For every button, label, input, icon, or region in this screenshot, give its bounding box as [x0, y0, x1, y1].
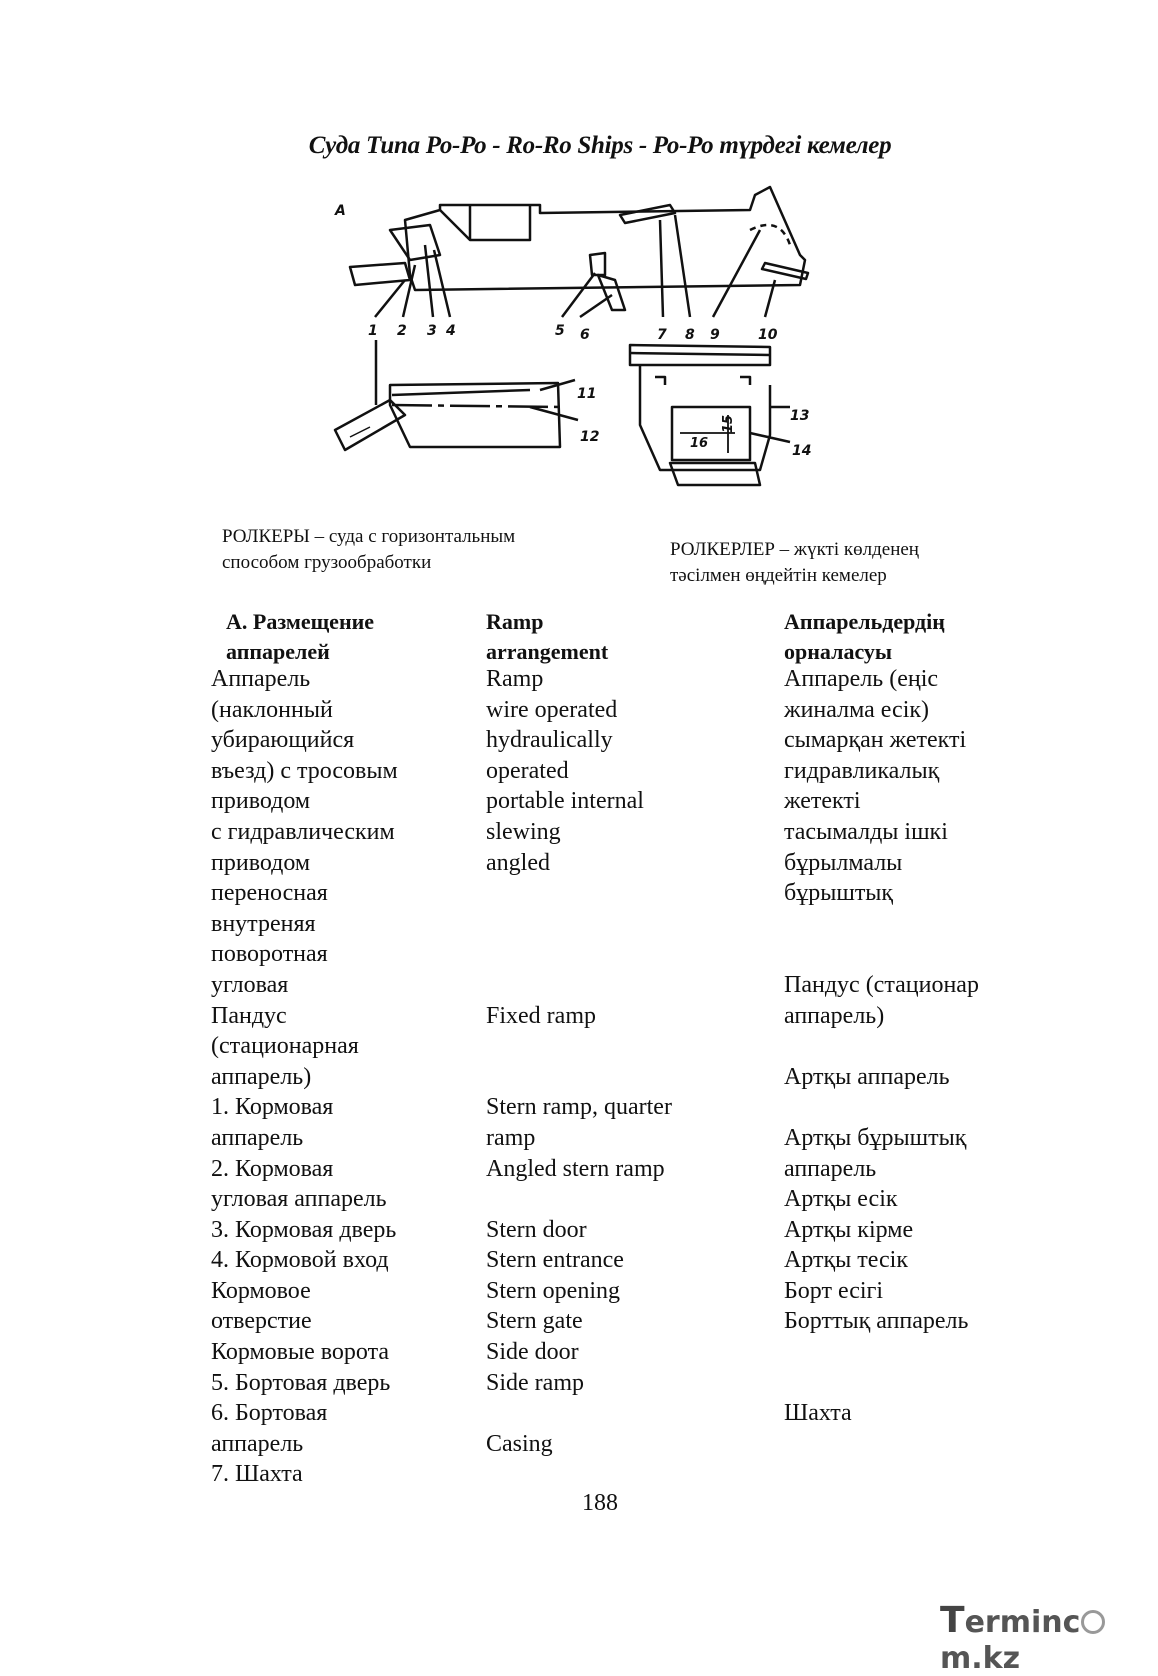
term-line-kk — [784, 1337, 979, 1368]
term-line-en: wire operated — [486, 696, 618, 723]
header-ru-line2: аппарелей — [226, 639, 330, 664]
term-line-en: hydraulically — [486, 727, 613, 754]
term-line-ru: убирающийся — [211, 727, 355, 754]
term-line-kk: тасымалды ішкі — [784, 818, 948, 845]
term-line-en — [486, 878, 672, 909]
watermark-mid: erminc — [964, 1605, 1081, 1640]
header-ru-line1: А. Размещение — [226, 609, 375, 634]
term-line-kk: Пандус (стационар — [784, 971, 979, 998]
term-line-kk: жиналма есік) — [784, 696, 930, 723]
column-english — [486, 664, 672, 1490]
terminkom-watermark — [940, 1600, 1155, 1676]
header-kazakh — [784, 607, 945, 667]
term-line-ru: приводом — [211, 788, 311, 815]
column-russian — [211, 664, 398, 1490]
term-line-ru: въезд) с тросовым — [211, 757, 398, 784]
term-line-kk — [784, 1429, 979, 1460]
term-line-ru: угловая аппарель — [211, 1186, 387, 1213]
term-line-en: Stern opening — [486, 1277, 620, 1304]
term-line-en: angled — [486, 849, 550, 876]
page-number: 188 — [582, 1490, 618, 1516]
caption-ru-line2: способом грузообработки — [222, 552, 432, 573]
term-line-en: Fixed ramp — [486, 1002, 596, 1029]
callout-2: 2 — [397, 323, 407, 339]
term-line-en: operated — [486, 757, 569, 784]
term-line-kk: Артқы тесік — [784, 1247, 909, 1274]
term-line-ru: (наклонный — [211, 696, 333, 723]
term-line-kk: Борттық аппарель — [784, 1308, 969, 1335]
term-line-en — [486, 939, 672, 970]
term-line-ru: Пандус — [211, 1002, 287, 1029]
term-line-en: Side door — [486, 1339, 579, 1366]
term-line-en: slewing — [486, 818, 561, 845]
header-kk-line1: Аппарельдердің — [784, 609, 945, 634]
callout-11: 11 — [577, 386, 597, 402]
header-en-line2: arrangement — [486, 639, 609, 664]
term-line-ru: 5. Бортовая дверь — [211, 1369, 391, 1396]
term-line-en — [486, 970, 672, 1001]
term-line-ru: аппарель — [211, 1124, 304, 1151]
caption-kk-line2: тәсілмен өңдейтін кемелер — [670, 565, 887, 586]
term-line-kk — [784, 1092, 979, 1123]
term-line-en: Casing — [486, 1430, 553, 1457]
term-line-kk — [784, 1459, 979, 1490]
callout-14: 14 — [792, 443, 812, 459]
term-line-en: Side ramp — [486, 1369, 584, 1396]
term-line-kk: бұрылмалы — [784, 849, 903, 876]
term-line-en — [486, 1398, 672, 1429]
term-line-en: Ramp — [486, 666, 544, 692]
callout-16: 16 — [690, 436, 709, 451]
term-line-ru: Кормовые ворота — [211, 1339, 390, 1366]
term-line-kk — [784, 939, 979, 970]
term-line-kk: сымарқан жетекті — [784, 727, 967, 754]
page-title: Суда Типа Ро-Ро - Ro-Ro Ships - Ро-Ро түрдегі кемелер — [308, 132, 892, 159]
term-line-ru: аппарель — [211, 1430, 304, 1457]
term-line-ru: (стационарная — [211, 1033, 359, 1060]
header-en-line1: Ramp — [486, 609, 544, 634]
term-line-ru: с гидравлическим — [211, 818, 395, 845]
caption-kk-line1: РОЛКЕРЛЕР – жүкті көлденең — [670, 539, 919, 560]
term-line-ru: 1. Кормовая — [211, 1094, 334, 1121]
callout-12: 12 — [580, 429, 600, 445]
term-line-kk — [784, 1031, 979, 1062]
term-line-kk: жетекті — [784, 788, 861, 815]
term-line-ru: 7. Шахта — [211, 1461, 303, 1488]
term-line-kk: Артқы есік — [784, 1186, 898, 1213]
term-line-en — [486, 1062, 672, 1093]
watermark-end: m.kz — [940, 1641, 1021, 1676]
callout-3: 3 — [427, 323, 437, 339]
term-line-ru: переносная — [211, 880, 328, 907]
term-line-en: Stern gate — [486, 1308, 583, 1335]
term-line-ru: приводом — [211, 849, 311, 876]
term-line-kk — [784, 909, 979, 940]
callout-13: 13 — [790, 408, 810, 424]
callout-1: 1 — [368, 323, 378, 339]
term-line-en: Stern entrance — [486, 1247, 624, 1274]
callout-4: 4 — [446, 323, 456, 339]
callout-10: 10 — [758, 327, 778, 343]
term-line-en: Angled stern ramp — [486, 1155, 665, 1182]
header-russian — [226, 607, 374, 667]
term-line-en: ramp — [486, 1124, 536, 1151]
callout-15: 15 — [721, 414, 736, 433]
term-line-kk: Артқы аппарель — [784, 1063, 950, 1090]
term-line-ru: отверстие — [211, 1308, 312, 1335]
term-line-kk: Борт есігі — [784, 1277, 884, 1304]
callout-8: 8 — [685, 327, 695, 343]
term-line-ru: Кормовое — [211, 1277, 311, 1304]
term-line-en — [486, 909, 672, 940]
term-line-kk: Артқы кірме — [784, 1216, 914, 1243]
callout-9: 9 — [710, 327, 720, 343]
term-line-kk: аппарель) — [784, 1002, 885, 1029]
term-line-en: Stern ramp, quarter — [486, 1094, 672, 1121]
callout-5: 5 — [555, 323, 565, 339]
roro-ship-diagram — [330, 185, 850, 515]
callout-6: 6 — [580, 327, 590, 343]
term-line-en: Stern door — [486, 1216, 587, 1243]
term-line-ru: Аппарель — [211, 666, 311, 692]
term-line-ru: 3. Кормовая дверь — [211, 1216, 397, 1243]
caption-ru-line1: РОЛКЕРЫ – суда с горизонтальным — [222, 526, 516, 547]
term-line-ru: угловая — [211, 971, 289, 998]
callout-7: 7 — [657, 327, 667, 343]
caption-russian — [222, 524, 602, 576]
watermark-t: T — [940, 1600, 965, 1641]
term-line-ru: 6. Бортовая — [211, 1400, 328, 1427]
term-line-kk: Шахта — [784, 1400, 852, 1427]
term-line-en — [486, 1184, 672, 1215]
term-line-ru: аппарель) — [211, 1063, 312, 1090]
term-line-kk: аппарель — [784, 1155, 877, 1182]
header-kk-line2: орналасуы — [784, 639, 893, 664]
header-english — [486, 607, 608, 667]
column-kazakh — [784, 664, 979, 1490]
watermark-o-ring-icon — [1081, 1610, 1105, 1634]
term-line-kk: Аппарель (еңіс — [784, 666, 939, 692]
term-line-en: portable internal — [486, 788, 644, 815]
term-line-kk: Артқы бұрыштық — [784, 1124, 967, 1151]
term-line-kk: бұрыштық — [784, 880, 894, 907]
term-line-en — [486, 1459, 672, 1490]
term-line-ru: внутреняя — [211, 910, 316, 937]
term-line-kk — [784, 1368, 979, 1399]
caption-kazakh — [670, 537, 1000, 589]
term-line-ru: 4. Кормовой вход — [211, 1247, 389, 1274]
term-line-ru: 2. Кормовая — [211, 1155, 334, 1182]
term-line-ru: поворотная — [211, 941, 328, 968]
term-line-en — [486, 1031, 672, 1062]
term-line-kk: гидравликалық — [784, 757, 940, 784]
figure-label-A: A — [335, 203, 346, 219]
ship-drawing — [330, 185, 850, 515]
